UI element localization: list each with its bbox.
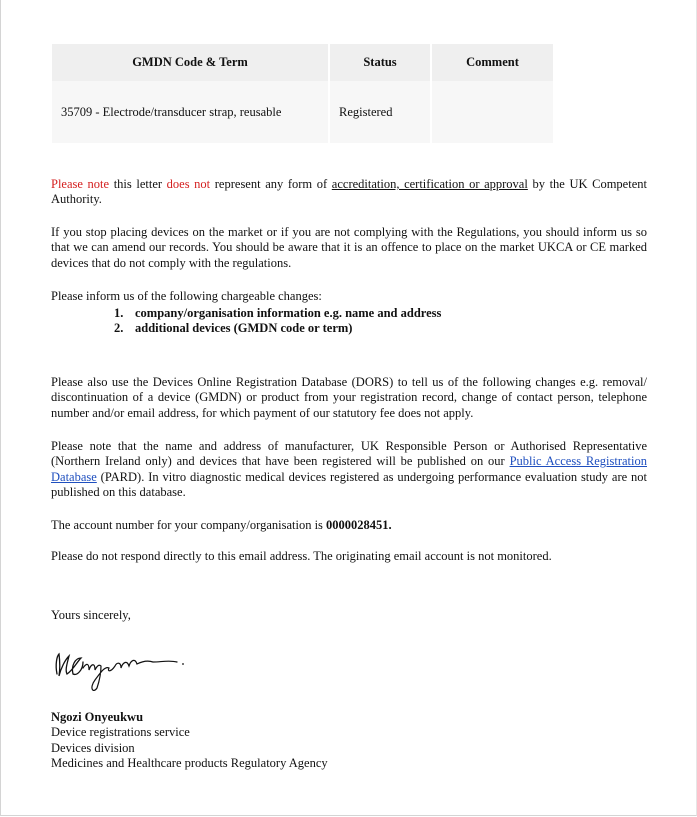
disclaimer-text-3: by the UK Competent Authority. xyxy=(51,177,647,207)
changes-intro: Please inform us of the following chargeable changes: xyxy=(51,289,322,303)
account-paragraph xyxy=(51,518,392,533)
device-table xyxy=(52,44,553,143)
disclaimer-paragraph xyxy=(51,177,647,208)
table-row xyxy=(52,81,553,143)
list-text: company/organisation information e.g. name and address xyxy=(135,306,442,320)
publication-text-1: Please note that the name and address of manufacturer, UK Responsible Person or Authorised Representative (Northern Ireland only) and devices that have been registered will be published on our xyxy=(51,439,647,469)
pard-link[interactable]: Public Access Registration Database xyxy=(51,454,647,484)
disclaimer-text-1: this letter xyxy=(109,177,167,191)
publication-text-2: (PARD). In vitro diagnostic medical devices registered as undergoing performance evaluation study are not published on this database. xyxy=(51,469,647,500)
signatory-name: Ngozi Onyeukwu xyxy=(51,710,144,724)
noreply-paragraph: Please do not respond directly to this email address. The originating email account is not monitored. xyxy=(51,549,552,563)
disclaimer-text-2: represent any form of xyxy=(210,177,332,191)
does-not-text: does not xyxy=(166,177,211,191)
changes-list xyxy=(114,306,441,337)
gmdn-term: Electrode/transducer strap, reusable xyxy=(102,104,282,119)
please-note-text: Please note xyxy=(51,177,110,191)
header-gmdn: GMDN Code & Term xyxy=(52,44,328,81)
list-text: additional devices (GMDN code or term) xyxy=(135,321,353,336)
list-item xyxy=(114,306,441,321)
accreditation-text: accreditation, certification or approval xyxy=(331,177,528,191)
table-header-row xyxy=(52,44,553,81)
list-item xyxy=(114,321,441,336)
publication-paragraph xyxy=(51,439,647,501)
closing-text: Yours sincerely, xyxy=(51,608,131,622)
gmdn-code: 35709 xyxy=(61,104,93,119)
account-number: 0000028451. xyxy=(326,518,392,532)
account-label: The account number for your company/organisation is xyxy=(51,518,327,532)
dors-paragraph: Please also use the Devices Online Registration Database (DORS) to tell us of the following changes e.g. removal/ discontinuation of a device (GMDN) or product from your registration record, change of contact person, telephone number and/or email address, for which payment of our statutory fee does not apply. xyxy=(51,375,647,420)
header-status: Status xyxy=(328,44,430,81)
signatory-line-1: Device registrations service xyxy=(51,725,190,739)
list-number: 1. xyxy=(114,306,124,320)
header-comment: Comment xyxy=(430,44,553,81)
cell-status: Registered xyxy=(328,81,430,143)
signatory-line-2: Devices division xyxy=(51,741,135,755)
compliance-paragraph: If you stop placing devices on the market or if you are not complying with the Regulations, you should inform us so that we can amend our records. You should be aware that it is an offence to place on the market UKCA or CE marked devices that do not comply with the regulations. xyxy=(51,225,647,270)
signature-image xyxy=(51,640,191,696)
gmdn-separator: - xyxy=(92,104,103,119)
list-number: 2. xyxy=(114,321,124,336)
signatory-line-3: Medicines and Healthcare products Regulatory Agency xyxy=(51,756,328,770)
cell-comment xyxy=(430,81,553,143)
cell-gmdn xyxy=(52,81,328,143)
